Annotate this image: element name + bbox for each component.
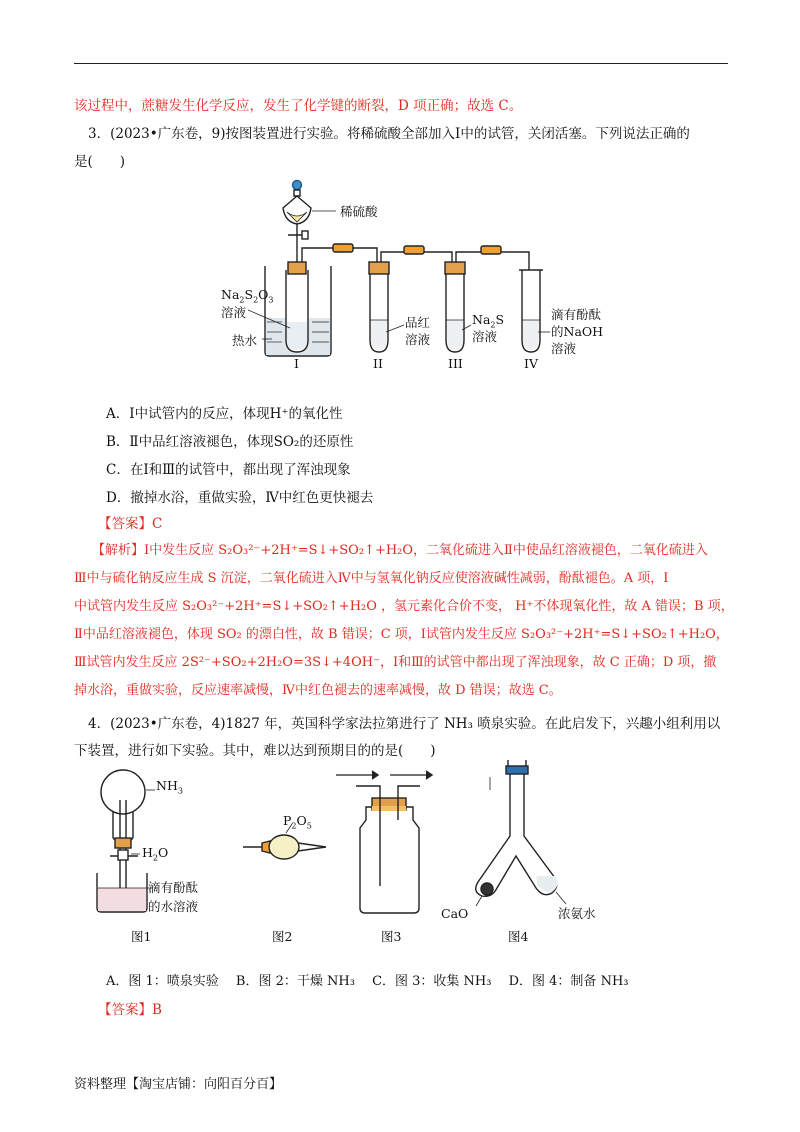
q3-option-b: B．Ⅱ中品红溶液褪色，体现SO₂的还原性 — [106, 434, 354, 450]
label-na2s-solution: 溶液 — [472, 329, 498, 344]
footer-source: 资料整理【淘宝店铺：向阳百分百】 — [74, 1077, 283, 1092]
label-concentrated-ammonia: 浓氨水 — [558, 906, 596, 921]
label-naoh-solution: 溶液 — [551, 341, 577, 356]
q4-options: A．图 1：喷泉实验 B．图 2：干燥 NH₃ C．图 3：收集 NH₃ D．图 4：制备 NH₃ — [106, 974, 629, 989]
label-h2o: $H_2O$ — [142, 845, 169, 863]
label-na2s2o3: $Na_2S_2O_3$ — [221, 287, 274, 305]
label-dilute-sulfuric-acid: 稀硫酸 — [340, 204, 378, 219]
label-phenolphthalein-water-1: 滴有酚酞 — [148, 880, 199, 895]
caption-fig-2: 图2 — [272, 929, 293, 944]
q3-analysis-line4: Ⅱ中品红溶液褪色，体现 SO₂ 的漂白性，故 B 错误；C 项，Ⅰ试管内发生反应 S₂O₃²⁻+2H⁺=S↓+SO₂↑+H₂O， — [74, 627, 729, 642]
q3-answer: 【答案】C — [98, 516, 163, 532]
q3-analysis-line6: 掉水浴，重做实验，反应速率减慢，Ⅳ中红色褪去的速率减慢，故 D 错误；故选 C。 — [74, 683, 562, 698]
label-cao: CaO — [441, 906, 469, 921]
q4-answer: 【答案】B — [98, 1002, 162, 1018]
q4-stem-line2: 下装置，进行如下实验。其中，难以达到预期目的的是( ) — [74, 743, 436, 759]
label-tube-4: IV — [524, 356, 538, 371]
q3-analysis-line5: Ⅲ试管内发生反应 2S²⁻+SO₂+2H₂O=3S↓+4OH⁻，Ⅰ和Ⅲ的试管中都出现了浑浊现象，故 C 正确；D 项，撤 — [74, 655, 717, 670]
q3-analysis-line2: Ⅲ中与硫化钠反应生成 S 沉淀，二氧化硫进入Ⅳ中与氢氧化钠反应使溶液碱性减弱，酚酞褪色。A 项，Ⅰ — [74, 571, 669, 586]
label-fuchsin-solution: 溶液 — [405, 332, 431, 347]
q3-option-a: A．Ⅰ中试管内的反应，体现H⁺的氧化性 — [106, 406, 343, 422]
label-nh3: $NH_3$ — [156, 778, 183, 796]
q4-stem-line1: 4．(2023•广东卷，4)1827 年，英国科学家法拉第进行了 NH₃ 喷泉实验。在此启发下，兴趣小组利用以 — [88, 716, 721, 732]
label-phenolphthalein: 滴有酚酞 — [551, 307, 602, 322]
label-tube-2: II — [373, 356, 383, 371]
label-p2o5: $P_2O_5$ — [283, 813, 312, 831]
q3-analysis-line1: 【解析】Ⅰ中发生反应 S₂O₃²⁻+2H⁺=S↓+SO₂↑+H₂O，二氧化硫进入Ⅱ中使品红溶液褪色，二氧化硫进入 — [92, 543, 708, 558]
label-phenolphthalein-water-2: 的水溶液 — [148, 899, 199, 914]
label-na2s2o3-solution: 溶液 — [221, 305, 247, 320]
label-tube-3: III — [448, 356, 463, 371]
caption-fig-1: 图1 — [131, 929, 152, 944]
q3-analysis-line3: 中试管内发生反应 S₂O₃²⁻+2H⁺=S↓+SO₂↑+H₂O ，氢元素化合价不变， H⁺不体现氧化性，故 A 错误；B 项， — [74, 599, 734, 614]
previous-answer-tail: 该过程中，蔗糖发生化学反应，发生了化学键的断裂，D 项正确；故选 C。 — [74, 98, 523, 114]
q3-stem-line1: 3．(2023•广东卷，9)按图装置进行实验。将稀硫酸全部加入Ⅰ中的试管，关闭活塞。下列说法正确的 — [88, 126, 690, 142]
label-na2s: $Na_2S$ — [472, 312, 505, 330]
label-naoh: 的NaOH — [551, 324, 604, 339]
caption-fig-4: 图4 — [508, 929, 529, 944]
q3-option-c: C．在Ⅰ和Ⅲ的试管中，都出现了浑浊现象 — [106, 462, 351, 478]
caption-fig-3: 图3 — [381, 929, 402, 944]
q3-stem-line2: 是( ) — [74, 154, 126, 170]
label-tube-1: I — [294, 356, 299, 371]
label-hot-water: 热水 — [232, 333, 258, 348]
q3-option-d: D．撤掉水浴，重做实验，Ⅳ中红色更快褪去 — [106, 490, 374, 506]
label-fuchsin: 品红 — [405, 315, 431, 330]
